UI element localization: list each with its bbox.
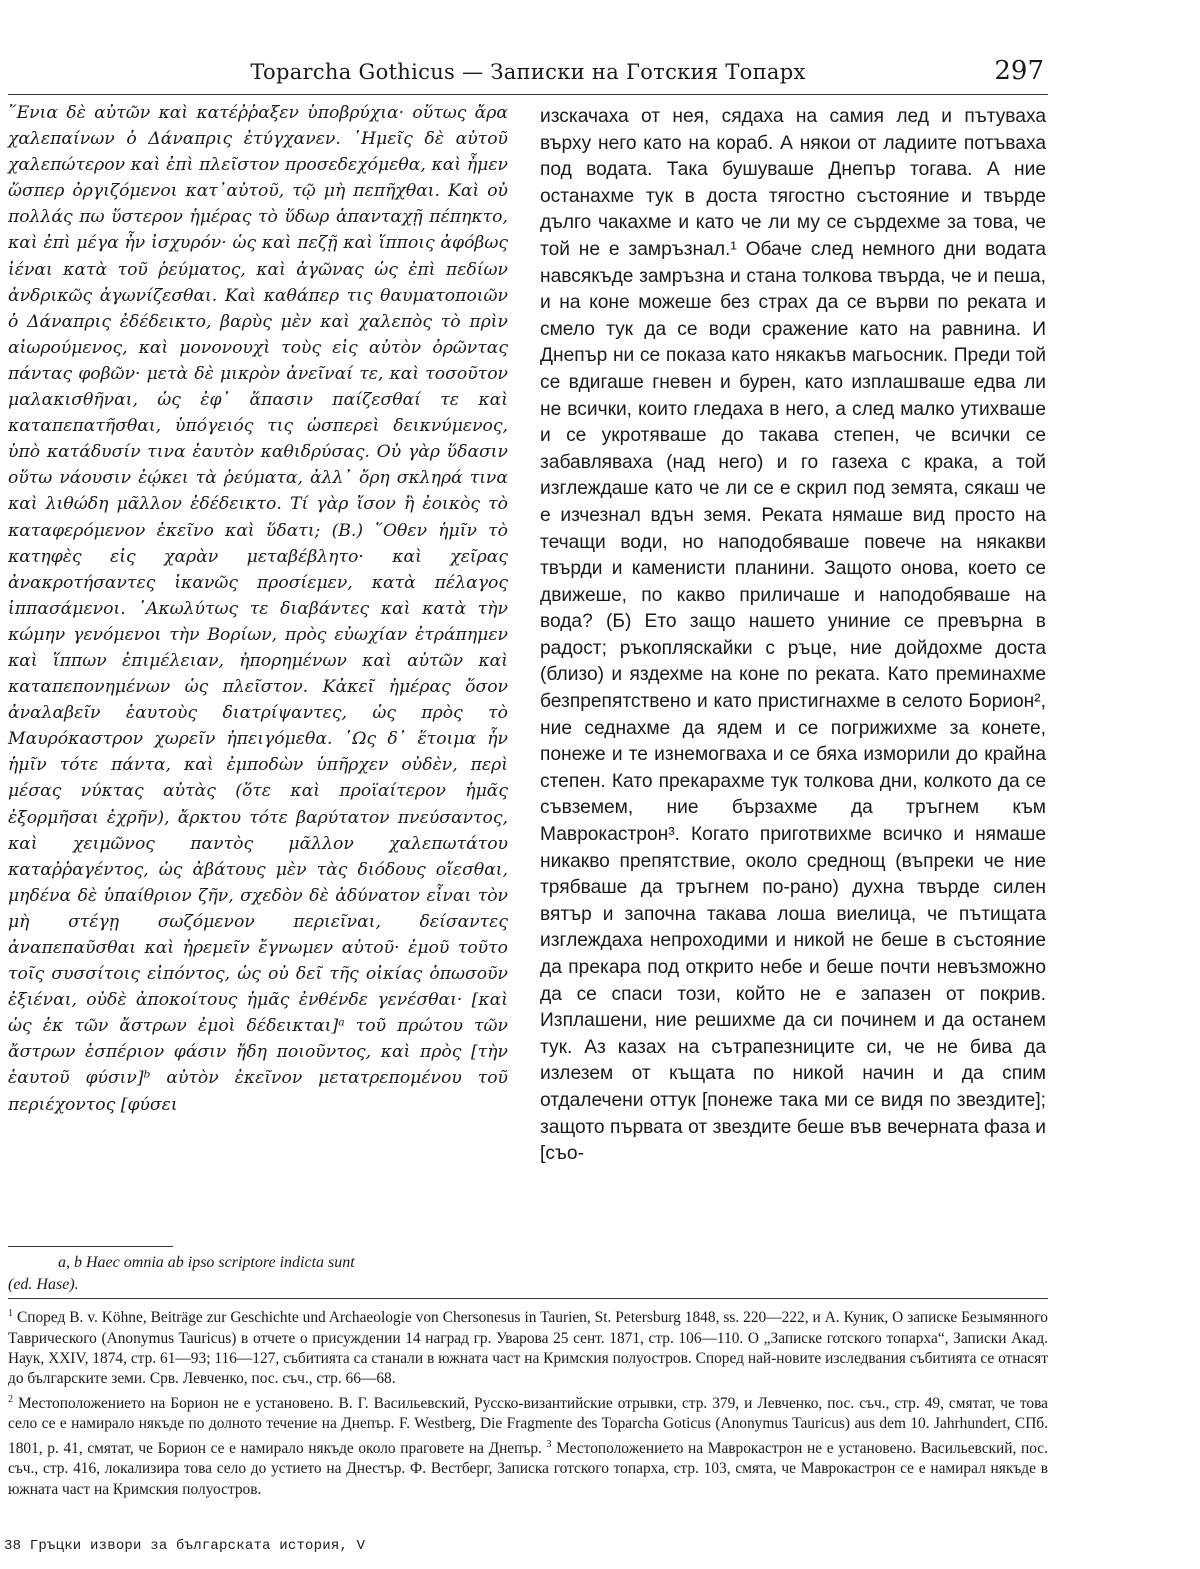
footnote-2-mark: 2 <box>8 1393 13 1405</box>
bulgarian-column <box>540 104 1046 1168</box>
running-title: Toparcha Gothicus — Записки на Готския Топарх <box>250 60 806 84</box>
greek-apparatus-note <box>8 1252 508 1296</box>
footnote-rule <box>8 1298 1048 1299</box>
greek-text: ῞Ενια δὲ αὐτῶν καὶ κατέῤῥαξεν ὑποβρύχια· οὕτως ἄρα χαλεπαίνων ὁ Δάναπρις ἐτύγχανεν. ῾Ημεῖς δὲ αὐτοῦ χαλεπώτερον καὶ ἐπὶ πλεῖστον προσεδεχόμεθα, καὶ ἦμεν ὥσπερ ὀργιζόμενοι κατ᾿αὐτοῦ, τῷ μὴ πεπῆχθαι. Καὶ οὐ πολλάς πω ὕστερον ἡμέρας τὸ ὕδωρ ἁπανταχῇ πέπηκτο, καὶ ἐπὶ μέγα ἦν ἰσχυρόν· ὡς καὶ πεζῇ καὶ ἵπποις ἀφόβως ἰέναι κατὰ τοῦ ῥεύματος, καὶ ἀγῶνας ὡς ἐπὶ πεδίων ἀνδρικῶς ἀγωνίζεσθαι. Καὶ καθάπερ τις θαυματοποιῶν ὁ Δάναπρις ἐδέδεικτο, βαρὺς μὲν καὶ χαλεπὸς τὸ πρὶν αἰωρούμενος, καὶ μονονουχὶ τοὺς εἰς αὐτὸν ὁρῶντας πάντας φοβῶν· μετὰ δὲ μικρὸν ἀνεῖναί τε, καὶ τοσοῦτον μαλακισθῆναι, ὡς ἐφ᾿ ἅπασιν παίζεσθαί τε καὶ καταπεπατῆσθαι, ὑπόγειός τις ὡσπερεὶ δεικνύμενος, ὑπὸ κατάδυσίν τινα ἑαυτὸν καθιδρύσας. Οὐ γὰρ ὕδασιν οὕτω νάουσιν ἐῴκει τὰ ῥεύματα, ἀλλ᾿ ὄρη σκληρά τινα καὶ λιθώδη μᾶλλον ἐδέδεικτο. Τί γὰρ ἴσον ἢ ἐοικὸς τὸ καταφερόμενον ἐκεῖνο καὶ ὕδατι; (B.) ῞Οθεν ἡμῖν τὸ κατηφὲς εἰς χαρὰν μεταβέβλητο· καὶ χεῖρας ἀνακροτήσαντες ἱκανῶς προσίεμεν, κατὰ πέλαγος ἱππασάμενοι. ᾿Ακωλύτως τε διαβάντες καὶ κατὰ τὴν κώμην γενόμενοι τὴν Βορίων, πρὸς εὐωχίαν ἐτράπημεν καὶ ἵππων ἐπιμέλειαν, ἠπορημένων καὶ αὐτῶν καὶ καταπεπονημένων ὡς πλεῖστον. Κἀκεῖ ἡμέρας ὅσον ἀναλαβεῖν ἑαυτοὺς διατρίψαντες, ὡς πρὸς τὸ Μαυρόκαστρον χωρεῖν ἠπειγόμεθα. ῾Ως δ᾿ ἕτοιμα ἦν ἡμῖν τότε πάντα, καὶ ἐμποδὼν ὑπῆρχεν οὐδὲν, περὶ μέσας νύκτας αὐτὰς (ὅτε καὶ προϊαίτερον ἡμᾶς ἐξορμῆσαι ἐχρῆν), ἄρκτου τότε βαρύτατον πνεύσαντος, καὶ χειμῶνος παντὸς μᾶλλον χαλεπωτάτου καταῤῥαγέντος, ὡς ἀβάτους μὲν τὰς διόδους οἴεσθαι, μηδένα δὲ ὑπαίθριον ζῆν, σχεδὸν δὲ ἀδύνατον εἶναι τὸν μὴ στέγῃ σωζόμενον περιεῖναι, δείσαντες ἀναπεπαῦσθαι καὶ ἠρεμεῖν ἔγνωμεν αὐτοῦ· ἐμοῦ τοῦτο τοῖς συσσίτοις εἰπόντος, ὡς οὐ δεῖ τῆς οἰκίας ὁπωσοῦν ἐξιέναι, οὐδὲ ἀποκοίτους ἡμᾶς ἐνθένδε γενέσθαι· [καὶ ὡς ἐκ τῶν ἄστρων ἐμοὶ δέδεικται]ᵃ τοῦ πρώτου τῶν ἄστρων ἑσπέριον φάσιν ἤδη ποιοῦντος, καὶ πρὸς [τὴν ἑαυτοῦ φύσιν]ᵇ αὐτὸν ἐκεῖνον μετατρεπομένου τοῦ περιέχοντος [φύσει <box>8 103 508 1115</box>
footnote-2-text: Местоположението на Борион не е установено. В. Г. Васильевский, Русско-византийские отрывки, стр. 379, и Левченко, пос. съч., стр. 49, смятат, че това село се е намирало някъде по долното течение на Днепър. F. Westberg, Die Fragmente des Toparcha Goticus (Anonymus Tauricus) aus dem 10. Jahrhundert, СПб. 1801, p. 41, смятат, че Борион се е намирало някъде около праговете на Днепър. <box>8 1394 1048 1457</box>
footnote-3-mark: 3 <box>546 1438 552 1450</box>
greek-note-rule <box>8 1246 173 1247</box>
greek-note-line-2: (ed. Hase). <box>8 1276 79 1293</box>
footnote-1-mark: 1 <box>8 1308 13 1319</box>
bulgarian-text: изскачаха от нея, сядаха на самия лед и пътуваха върху него като на кораб. А някои от ладиите потъваха под водата. Така бушуваше Днепър тогава. А ние останахме тук в доста тягостно състояние и твърде дълго чакахме и като че ли му се сърдехме за това, че той не е замръзнал.¹ Обаче след немного дни водата навсякъде замръзна и стана толкова твърда, че и пеша, и на коне можеше без страх да се върви по реката и смело тук да се води сражение като на равнина. И Днепър ни се показа като някакъв магьосник. Преди той се вдигаше гневен и бурен, като изплашваше едва ли не всички, които гледаха в него, а след малко утихваше и се укротяваше до такава степен, че всички се забавляваха (над него) и го газеха с крака, а той изглеждаше като че ли се е скрил под земята, сякаш че е изчезнал вдън земя. Реката нямаше вид просто на течащи води, но наподобяваше повече на някакви твърди и каменисти планини. Защото онова, което се движеше, по какво приличаше и наподобяваше на вода? (Б) Ето защо нашето униние се превърна в радост; ръкопляскайки с ръце, ние дойдохме доста (близо) и яздехме на коне по реката. Като преминахме безпрепятствено и като пристигнахме в селото Борион², ние седнахме да ядем и се погрижихме за конете, понеже и те изнемогваха и се бяха изморили до крайна степен. Като прекарахме тук толкова дни, колкото да се съвземем, ние бързахме да тръгнем към Маврокастрон³. Когато приготвихме всичко и нямаше никакво препятствие, около среднощ (въпреки че ние трябваше да тръгнем по-рано) духна твърде силен вятър и започна такава лоша виелица, че пътищата изглеждаха непроходими и никой не беше в състояние да прекара под открито небе и беше почти невъзможно да се спаси този, който не е запазен от покрив. Изплашени, ние решихме да си починем и да останем тук. Аз казах на сътрапезниците си, че не бива да излезем от къщата по никой начин и да спим отдалечени оттук [понеже така ми се видя по звездите]; защото първата от звездите беше във вечерната фаза и [съо- <box>540 106 1046 1165</box>
footnote-2-3 <box>8 1390 1048 1500</box>
greek-note-line-1: a, b Haec omnia ab ipso scriptore indicta sunt <box>58 1254 355 1271</box>
footnote-1 <box>8 1304 1048 1390</box>
page-number: 297 <box>994 56 1044 86</box>
running-header <box>8 50 1048 95</box>
footnote-1-text: Според В. v. Köhne, Beiträge zur Geschichte und Archaeologie von Chersonesus in Taurien, St. Petersburg 1848, ss. 220—222, и А. Куник, О записке Безымянного Таврического (Anonymus Tauricus) в отчете о присуждении 14 наград гр. Уварова 25 сент. 1871, стр. 106—110. О „Записке готского топарха“, Записки Акад. Наук, XXIV, 1874, стр. 61—93; 116—127, събитията са станали в южната част на Кримския полуостров. Според най-новите изследвания събитията се отнасят до българските земи. Срв. Левченко, пос. съч., стр. 66—68. <box>8 1309 1048 1388</box>
footnotes <box>8 1304 1048 1500</box>
greek-column <box>8 100 508 1118</box>
printer-signature: 38 Гръцки извори за българската история, V <box>4 1538 366 1554</box>
footnote-3-text: Местоположението на Маврокастрон не е установено. Васильевский, пос. съч., стр. 416, локализира това село до устието на Днестър. Ф. Вестберг, Записка готского топарха, стр. 103, смята, че Маврокастрон се е намирал някъде в южната част на Кримския полуостров. <box>8 1439 1048 1498</box>
